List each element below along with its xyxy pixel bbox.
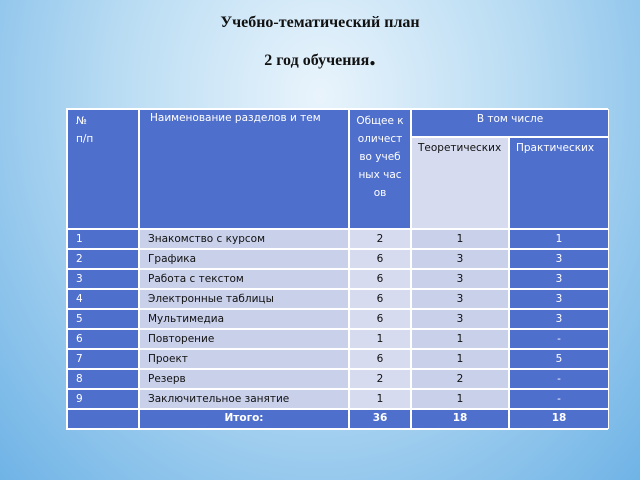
row-section-name: Знакомство с курсом (139, 229, 349, 249)
subtitle-text: 2 год обучения (264, 52, 370, 69)
total-row-practice: 18 (509, 409, 609, 429)
row-section-name: Проект (139, 349, 349, 369)
row-section-name: Мультимедиа (139, 309, 349, 329)
row-theory-hours: 1 (411, 229, 509, 249)
total-row-empty (67, 409, 139, 429)
total-row-theory: 18 (411, 409, 509, 429)
row-practice-hours: 3 (509, 269, 609, 289)
row-total-hours: 6 (349, 249, 411, 269)
row-number: 4 (67, 289, 139, 309)
page-title: Учебно-тематический план (220, 14, 420, 31)
row-number: 6 (67, 329, 139, 349)
total-row-label: Итого: (139, 409, 349, 429)
row-section-name: Повторение (139, 329, 349, 349)
row-total-hours: 6 (349, 269, 411, 289)
row-section-name: Электронные таблицы (139, 289, 349, 309)
row-theory-hours: 3 (411, 289, 509, 309)
row-total-hours: 6 (349, 289, 411, 309)
row-total-hours: 1 (349, 329, 411, 349)
row-number: 3 (67, 269, 139, 289)
row-practice-hours: 3 (509, 249, 609, 269)
page-subtitle (0, 42, 640, 71)
row-total-hours: 6 (349, 309, 411, 329)
row-theory-hours: 3 (411, 309, 509, 329)
row-section-name: Заключительное занятие (139, 389, 349, 409)
row-practice-hours: 3 (509, 309, 609, 329)
row-theory-hours: 1 (411, 389, 509, 409)
row-number: 2 (67, 249, 139, 269)
row-practice-hours: 1 (509, 229, 609, 249)
row-total-hours: 2 (349, 229, 411, 249)
row-section-name: Резерв (139, 369, 349, 389)
row-theory-hours: 1 (411, 329, 509, 349)
row-theory-hours: 2 (411, 369, 509, 389)
row-practice-hours: - (509, 329, 609, 349)
row-total-hours: 6 (349, 349, 411, 369)
row-practice-hours: - (509, 369, 609, 389)
curriculum-table (66, 108, 608, 430)
subtitle-dot: . (369, 42, 376, 71)
row-number: 8 (67, 369, 139, 389)
row-practice-hours: 3 (509, 289, 609, 309)
row-number: 1 (67, 229, 139, 249)
row-practice-hours: 5 (509, 349, 609, 369)
header-total-hours: Общее количество учебных часов (349, 109, 411, 229)
row-total-hours: 1 (349, 389, 411, 409)
row-section-name: Графика (139, 249, 349, 269)
row-number: 7 (67, 349, 139, 369)
header-including: В том числе (411, 109, 609, 137)
header-section-name: Наименование разделов и тем (139, 109, 349, 229)
header-theory: Теоретических (411, 137, 509, 229)
total-row-hours: 36 (349, 409, 411, 429)
row-section-name: Работа с текстом (139, 269, 349, 289)
header-practice: Практических (509, 137, 609, 229)
row-theory-hours: 3 (411, 269, 509, 289)
header-number: № п/п (67, 109, 139, 229)
row-practice-hours: - (509, 389, 609, 409)
row-theory-hours: 3 (411, 249, 509, 269)
row-number: 9 (67, 389, 139, 409)
row-number: 5 (67, 309, 139, 329)
row-total-hours: 2 (349, 369, 411, 389)
row-theory-hours: 1 (411, 349, 509, 369)
